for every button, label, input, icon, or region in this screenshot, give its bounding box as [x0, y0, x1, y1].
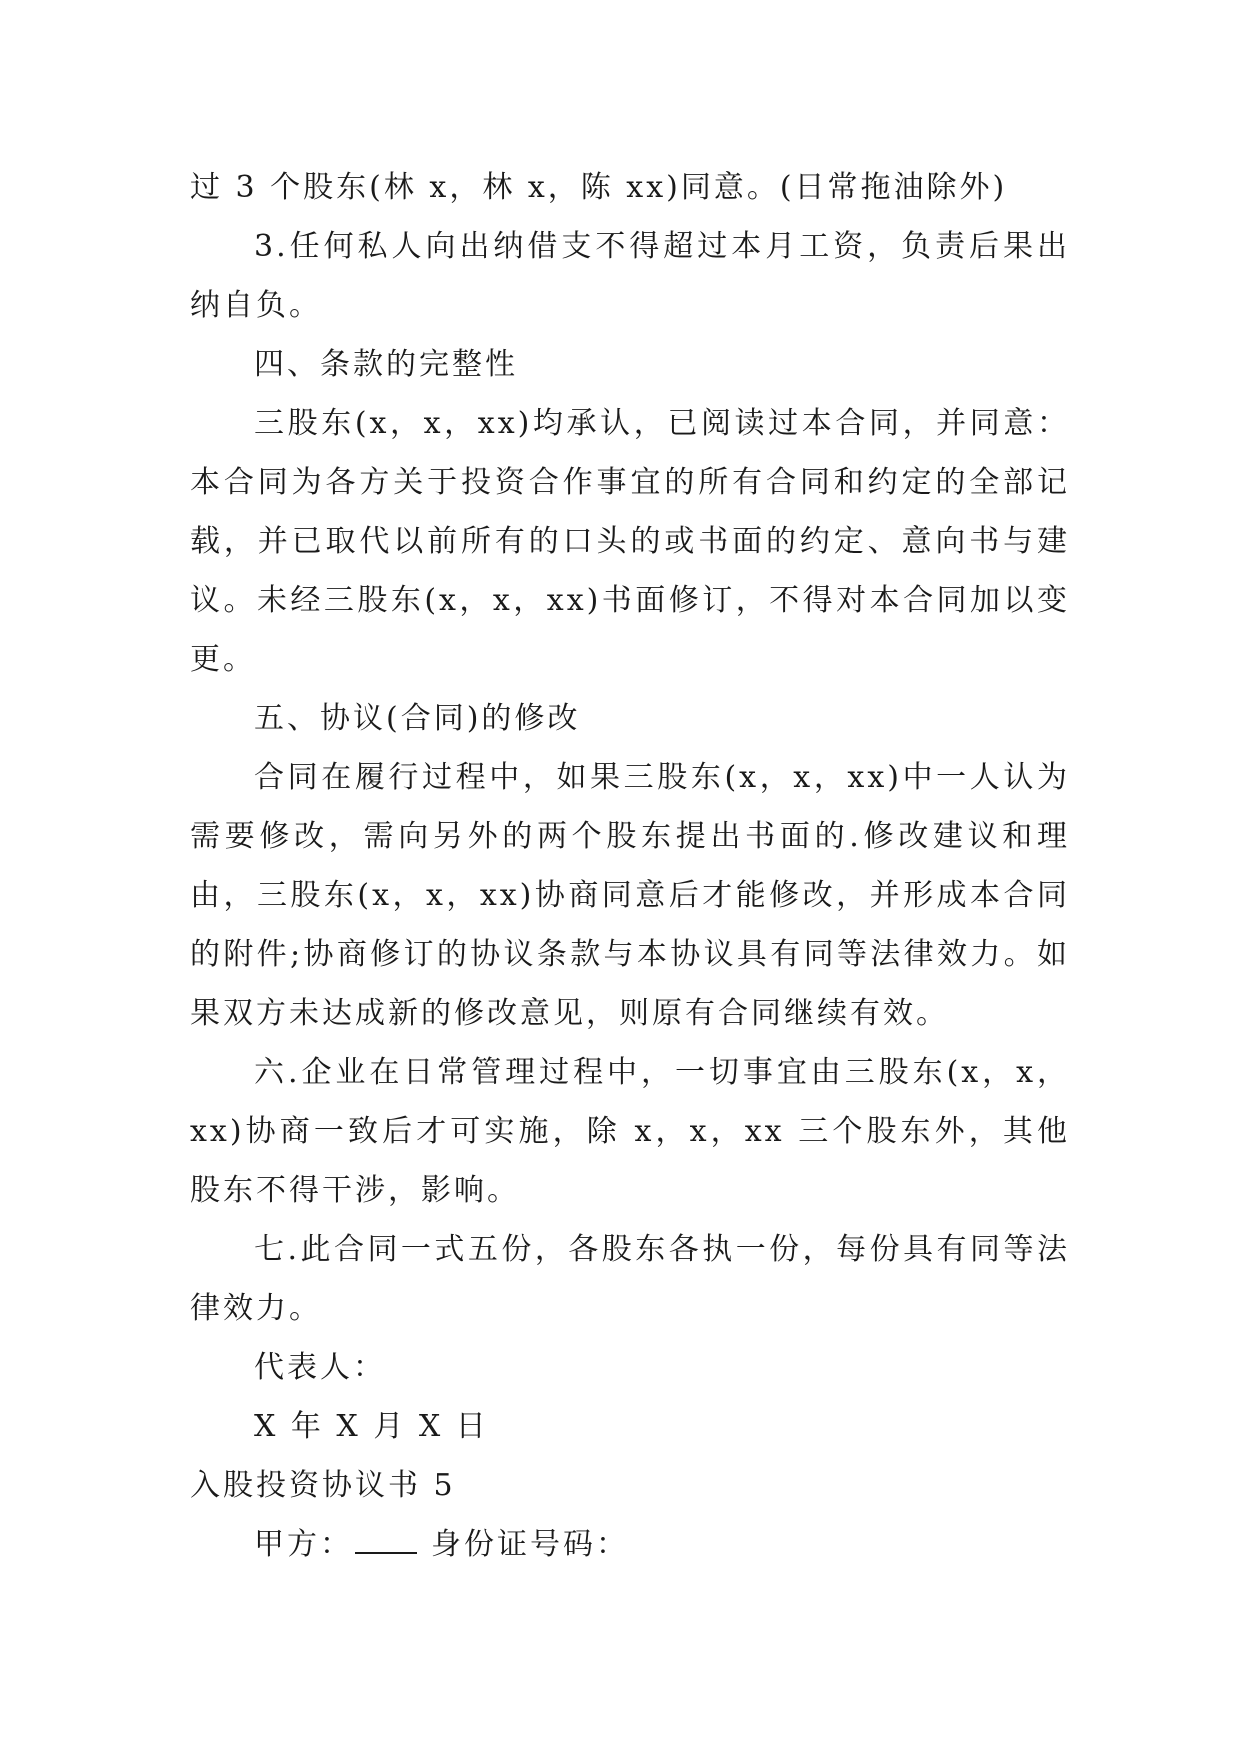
party-a-label: 甲方： — [254, 1527, 353, 1562]
party-a-blank — [355, 1526, 417, 1554]
representative-line: 代表人： — [254, 1350, 386, 1385]
paragraph-clause-7-copies: 七.此合同一式五份，各股东各执一份，每份具有同等法律效力。 — [190, 1232, 1070, 1326]
section-heading-completeness: 四、条款的完整性 — [254, 347, 518, 382]
id-number-label: 身份证号码： — [431, 1527, 629, 1562]
paragraph-clause-3-cashier: 3.任何私人向出纳借支不得超过本月工资，负责后果出纳自负。 — [190, 229, 1070, 323]
date-line: X 年 X 月 X 日 — [254, 1409, 489, 1444]
section-heading-amendment: 五、协议(合同)的修改 — [254, 701, 581, 736]
document-body — [190, 158, 1070, 1574]
paragraph-shareholder-consent: 过 3 个股东(林 x，林 x，陈 xx)同意。(日常拖油除外) — [190, 170, 1008, 205]
paragraph-amendment: 合同在履行过程中，如果三股东(x，x，xx)中一人认为需要修改，需向另外的两个股东提出书面的.修改建议和理由，三股东(x，x，xx)协商同意后才能修改，并形成本合同的附件;协商修订的协议条款与本协议具有同等法律效力。如果双方未达成新的修改意见，则原有合同继续有效。 — [190, 760, 1070, 1031]
agreement-title: 入股投资协议书 5 — [190, 1468, 456, 1503]
paragraph-completeness: 三股东(x，x，xx)均承认，已阅读过本合同，并同意：本合同为各方关于投资合作事宜的所有合同和约定的全部记载，并已取代以前所有的口头的或书面的约定、意向书与建议。未经三股东(x，x，xx)书面修订，不得对本合同加以变更。 — [190, 406, 1070, 677]
paragraph-clause-6-management: 六.企业在日常管理过程中，一切事宜由三股东(x，x，xx)协商一致后才可实施，除 x，x，xx 三个股东外，其他股东不得干涉，影响。 — [190, 1055, 1070, 1208]
party-a-line — [190, 1515, 1070, 1574]
